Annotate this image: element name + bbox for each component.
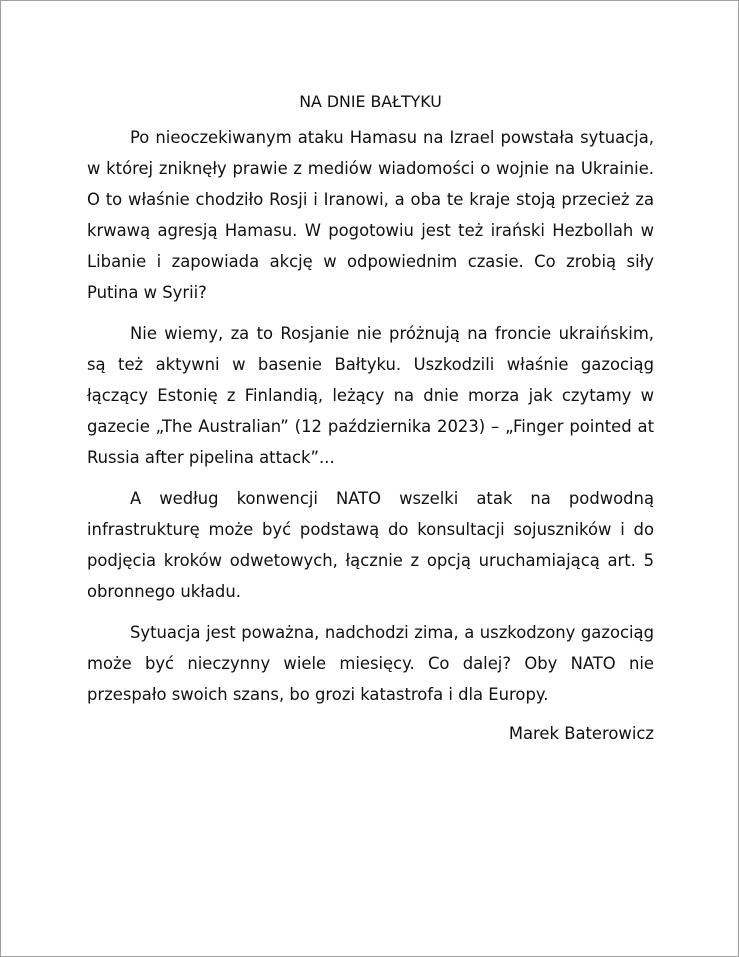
document-body xyxy=(87,91,654,749)
paragraph-3: A według konwencji NATO wszelki atak na podwodną infrastrukturę może być podstawą do konsultacji sojuszników i do podjęcia kroków odwetowych, łącznie z opcją uruchamiającą art. 5 obronnego układu. xyxy=(87,489,654,601)
paragraph-2: Nie wiemy, za to Rosjanie nie próżnują na froncie ukraińskim, są też aktywni w basenie Bałtyku. Uszkodzili właśnie gazociąg łączący Estonię z Finlandią, leżący na dnie morza jak czytamy w gazecie „The Australian” (12 października 2023) – „Finger pointed at Russia after pipelina attack”... xyxy=(87,324,654,467)
paragraph-4: Sytuacja jest poważna, nadchodzi zima, a uszkodzony gazociąg może być nieczynny wiele miesięcy. Co dalej? Oby NATO nie przespało swoich szans, bo grozi katastrofa i dla Europy. xyxy=(87,623,654,704)
document-title: NA DNIE BAŁTYKU xyxy=(299,92,442,111)
paragraph-1: Po nieoczekiwanym ataku Hamasu na Izrael powstała sytuacja, w której zniknęły prawie z mediów wiadomości o wojnie na Ukrainie. O to właśnie chodziło Rosji i Iranowi, a oba te kraje stoją przecież za krwawą agresją Hamasu. W pogotowiu jest też irański Hezbollah w Libanie i zapowiada akcję w odpowiednim czasie. Co zrobią siły Putina w Syrii? xyxy=(87,128,654,302)
author-signature: Marek Baterowicz xyxy=(508,724,654,743)
